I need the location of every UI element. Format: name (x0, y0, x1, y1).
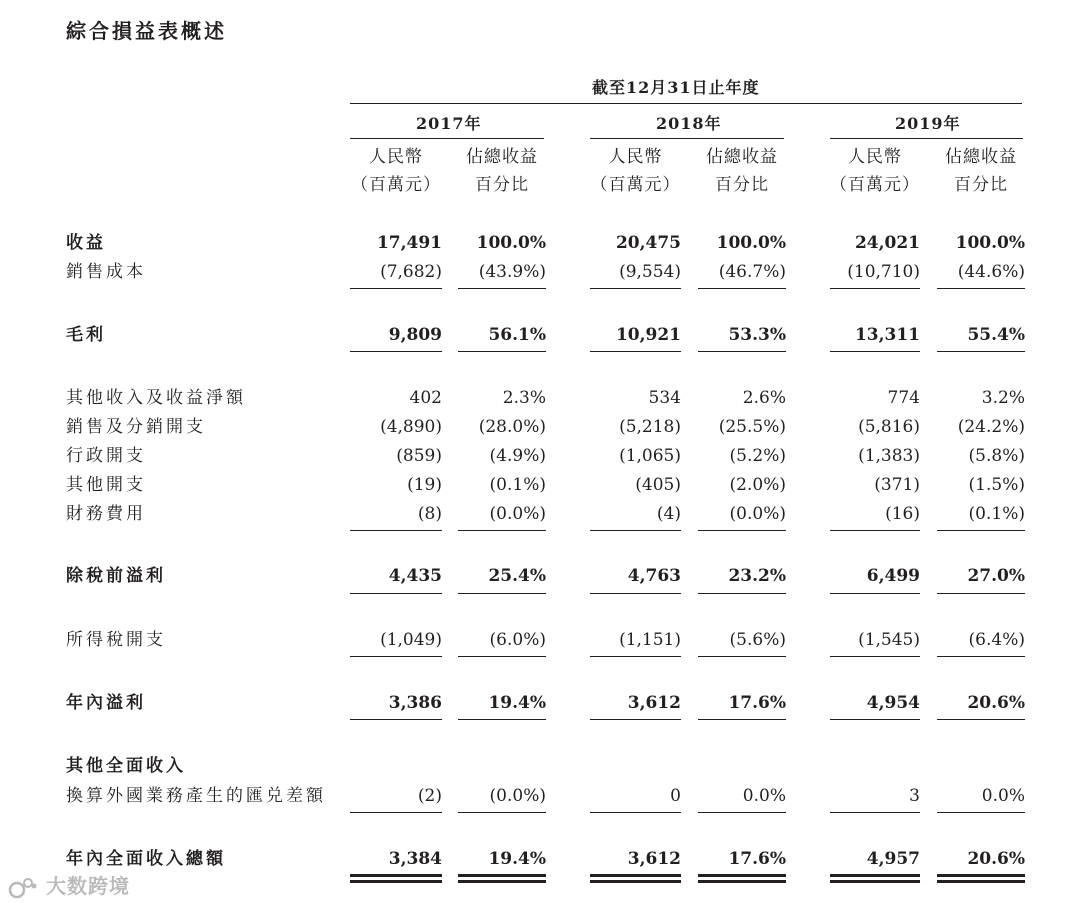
row-label: 換算外國業務產生的匯兑差額 (66, 786, 326, 806)
subtotal-rule (937, 288, 1025, 289)
amount-cell: 3,612 (627, 693, 681, 713)
row-label: 銷售成本 (66, 262, 146, 282)
subtotal-rule (458, 288, 546, 289)
percent-cell: (46.7%) (718, 262, 786, 282)
row-label: 財務費用 (66, 504, 146, 524)
subtotal-rule (590, 530, 681, 531)
percent-cell: 27.0% (967, 566, 1025, 586)
percent-cell: 23.2% (728, 566, 786, 586)
total-double-rule (458, 880, 546, 883)
amount-cell: 9,809 (388, 325, 442, 345)
subtotal-rule (350, 719, 442, 720)
amount-column-header: 人民幣 (608, 147, 663, 167)
subtotal-rule (830, 288, 920, 289)
subtotal-rule (830, 656, 920, 657)
subtotal-rule (698, 288, 786, 289)
total-double-rule (698, 880, 786, 883)
total-double-rule (590, 874, 681, 877)
percent-cell: 2.3% (502, 388, 546, 408)
amount-cell: (16) (885, 504, 920, 524)
subtotal-rule (937, 593, 1025, 594)
row-label: 其他開支 (66, 475, 146, 495)
subtotal-rule (830, 530, 920, 531)
subtotal-rule (698, 812, 786, 813)
subtotal-rule (590, 351, 681, 352)
subtotal-rule (937, 656, 1025, 657)
subtotal-rule (350, 812, 442, 813)
amount-cell: (10,710) (847, 262, 920, 282)
percent-cell: 20.6% (967, 849, 1025, 869)
percent-cell: (6.4%) (968, 630, 1025, 650)
year-header: 2019年 (895, 114, 961, 133)
percent-cell: 25.4% (488, 566, 546, 586)
amount-cell: (1,049) (380, 630, 442, 650)
percent-column-header: 佔總收益 (945, 147, 1017, 167)
subtotal-rule (698, 656, 786, 657)
subtotal-rule (458, 812, 546, 813)
amount-cell: (1,151) (619, 630, 681, 650)
amount-cell: (7,682) (380, 262, 442, 282)
page-title: 綜合損益表概述 (66, 19, 227, 43)
subtotal-rule (350, 593, 442, 594)
percent-cell: 20.6% (967, 693, 1025, 713)
row-label: 年內全面收入總額 (66, 849, 226, 869)
amount-cell: (2) (417, 786, 442, 806)
percent-column-header: 佔總收益 (706, 147, 778, 167)
percent-cell: (0.0%) (489, 504, 546, 524)
watermark-logo-icon (8, 875, 38, 901)
total-double-rule (458, 874, 546, 877)
subtotal-rule (698, 530, 786, 531)
amount-cell: (1,065) (619, 446, 681, 466)
total-double-rule (830, 880, 920, 883)
watermark-text: 大数跨境 (45, 874, 130, 898)
amount-cell: 6,499 (866, 566, 920, 586)
percent-cell: 2.6% (742, 388, 786, 408)
year-header: 2018年 (656, 114, 722, 133)
amount-cell: (4) (656, 504, 681, 524)
amount-cell: 4,435 (388, 566, 442, 586)
percent-cell: (5.6%) (729, 630, 786, 650)
row-label: 毛利 (66, 325, 106, 345)
amount-cell: 4,954 (866, 693, 920, 713)
percent-cell: 19.4% (488, 849, 546, 869)
amount-cell: 20,475 (615, 233, 681, 253)
percent-cell: 100.0% (476, 233, 546, 253)
total-double-rule (590, 880, 681, 883)
amount-cell: (371) (874, 475, 920, 495)
percent-cell: 19.4% (488, 693, 546, 713)
amount-cell: 4,957 (866, 849, 920, 869)
percent-cell: 0.0% (742, 786, 786, 806)
row-label: 所得稅開支 (66, 630, 166, 650)
total-double-rule (698, 874, 786, 877)
amount-cell: 13,311 (854, 325, 920, 345)
percent-cell: (2.0%) (729, 475, 786, 495)
percent-column-header: 百分比 (715, 175, 769, 195)
subtotal-rule (830, 351, 920, 352)
amount-column-header: （百萬元） (351, 175, 441, 195)
amount-cell: (4,890) (380, 417, 442, 437)
subtotal-rule (350, 351, 442, 352)
percent-cell: (44.6%) (957, 262, 1025, 282)
amount-cell: (9,554) (619, 262, 681, 282)
subtotal-rule (698, 593, 786, 594)
amount-cell: 24,021 (854, 233, 920, 253)
amount-cell: 4,763 (627, 566, 681, 586)
percent-cell: 55.4% (967, 325, 1025, 345)
amount-cell: 3,612 (627, 849, 681, 869)
subtotal-rule (458, 593, 546, 594)
amount-cell: (405) (635, 475, 681, 495)
percent-cell: 100.0% (955, 233, 1025, 253)
subtotal-rule (698, 351, 786, 352)
subtotal-rule (350, 288, 442, 289)
year-rule (830, 138, 1023, 139)
percent-cell: (5.2%) (729, 446, 786, 466)
row-label: 年內溢利 (66, 693, 146, 713)
percent-cell: (0.0%) (489, 786, 546, 806)
amount-cell: 3,384 (388, 849, 442, 869)
subtotal-rule (590, 593, 681, 594)
amount-cell: (859) (396, 446, 442, 466)
percent-cell: 17.6% (728, 849, 786, 869)
period-header: 截至12月31日止年度 (592, 78, 760, 97)
percent-column-header: 佔總收益 (466, 147, 538, 167)
percent-cell: (24.2%) (957, 417, 1025, 437)
amount-cell: (1,383) (858, 446, 920, 466)
subtotal-rule (937, 719, 1025, 720)
year-rule (590, 138, 784, 139)
percent-cell: 53.3% (728, 325, 786, 345)
subtotal-rule (937, 812, 1025, 813)
amount-cell: 402 (409, 388, 442, 408)
subtotal-rule (458, 530, 546, 531)
amount-column-header: 人民幣 (848, 147, 902, 167)
amount-cell: (1,545) (858, 630, 920, 650)
amount-cell: 0 (670, 786, 681, 806)
year-header: 2017年 (416, 114, 482, 133)
percent-cell: (5.8%) (968, 446, 1025, 466)
percent-cell: (0.0%) (729, 504, 786, 524)
subtotal-rule (350, 530, 442, 531)
amount-cell: 3 (909, 786, 920, 806)
subtotal-rule (590, 812, 681, 813)
amount-cell: 10,921 (615, 325, 681, 345)
percent-cell: 17.6% (728, 693, 786, 713)
percent-cell: (25.5%) (718, 417, 786, 437)
row-label: 除稅前溢利 (66, 566, 166, 586)
row-label: 其他全面收入 (66, 756, 186, 776)
amount-column-header: 人民幣 (369, 147, 423, 167)
amount-cell: 534 (648, 388, 681, 408)
percent-cell: (1.5%) (968, 475, 1025, 495)
percent-cell: (4.9%) (489, 446, 546, 466)
subtotal-rule (590, 288, 681, 289)
amount-cell: (5,218) (619, 417, 681, 437)
row-label: 其他收入及收益淨額 (66, 388, 246, 408)
amount-cell: 3,386 (388, 693, 442, 713)
percent-cell: (6.0%) (489, 630, 546, 650)
total-double-rule (350, 880, 442, 883)
subtotal-rule (590, 719, 681, 720)
subtotal-rule (830, 812, 920, 813)
percent-column-header: 百分比 (475, 175, 529, 195)
percent-cell: 0.0% (981, 786, 1025, 806)
row-label: 銷售及分銷開支 (66, 417, 206, 437)
subtotal-rule (458, 656, 546, 657)
year-rule (350, 138, 544, 139)
period-rule (350, 103, 1022, 104)
subtotal-rule (830, 719, 920, 720)
subtotal-rule (937, 530, 1025, 531)
amount-cell: (8) (417, 504, 442, 524)
subtotal-rule (937, 351, 1025, 352)
percent-cell: (0.1%) (968, 504, 1025, 524)
subtotal-rule (458, 351, 546, 352)
amount-column-header: （百萬元） (830, 175, 920, 195)
percent-cell: 100.0% (716, 233, 786, 253)
row-label: 收益 (66, 233, 106, 253)
row-label: 行政開支 (66, 446, 146, 466)
subtotal-rule (590, 656, 681, 657)
percent-cell: 3.2% (981, 388, 1025, 408)
subtotal-rule (350, 656, 442, 657)
amount-column-header: （百萬元） (590, 175, 681, 195)
amount-cell: (5,816) (858, 417, 920, 437)
percent-cell: (43.9%) (478, 262, 546, 282)
amount-cell: (19) (407, 475, 442, 495)
subtotal-rule (458, 719, 546, 720)
watermark (8, 870, 130, 901)
subtotal-rule (698, 719, 786, 720)
percent-cell: 56.1% (488, 325, 546, 345)
total-double-rule (937, 874, 1025, 877)
total-double-rule (937, 880, 1025, 883)
percent-cell: (0.1%) (489, 475, 546, 495)
amount-cell: 774 (887, 388, 920, 408)
percent-cell: (28.0%) (478, 417, 546, 437)
total-double-rule (350, 874, 442, 877)
percent-column-header: 百分比 (954, 175, 1008, 195)
subtotal-rule (830, 593, 920, 594)
total-double-rule (830, 874, 920, 877)
amount-cell: 17,491 (376, 233, 442, 253)
